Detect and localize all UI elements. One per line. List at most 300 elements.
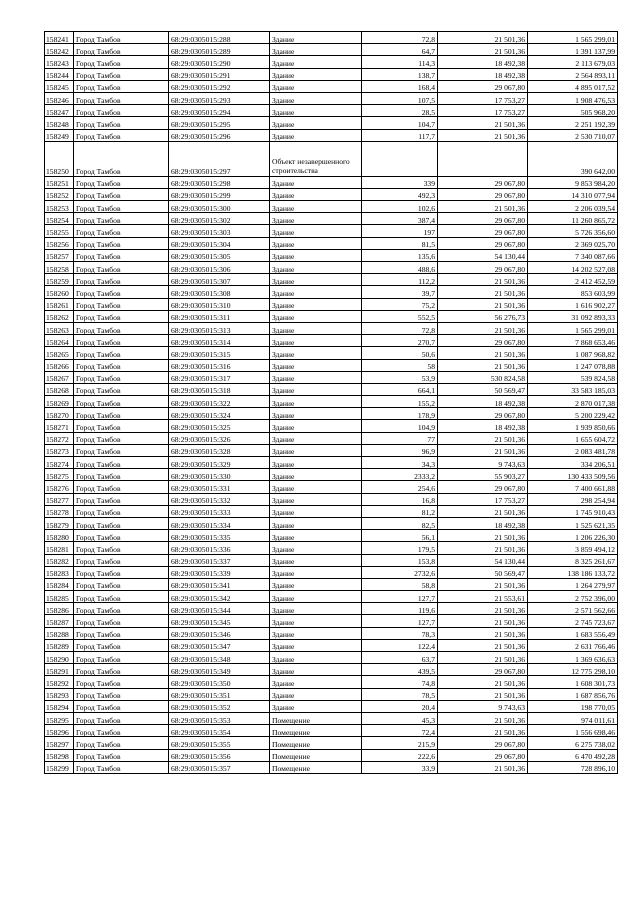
cadastral-number-cell: 68:29:0305015:345 xyxy=(169,615,270,627)
unit-value-cell: 18 492,38 xyxy=(438,56,528,68)
cadastral-value-cell: 2 631 766,46 xyxy=(528,639,618,651)
unit-value-cell: 21 501,36 xyxy=(438,322,528,334)
unit-value-cell: 18 492,38 xyxy=(438,68,528,80)
cadastral-number-cell: 68:29:0305015:322 xyxy=(169,396,270,408)
cadastral-value-cell: 1 525 621,35 xyxy=(528,517,618,529)
record-number-cell: 158281 xyxy=(45,542,74,554)
table-row xyxy=(45,420,618,432)
locality-cell: Город Тамбов xyxy=(74,627,169,639)
area-cell: 492,3 xyxy=(362,188,438,200)
unit-value-cell: 21 553,61 xyxy=(438,591,528,603)
table-row xyxy=(45,432,618,444)
unit-value-cell: 9 743,63 xyxy=(438,700,528,712)
table-row xyxy=(45,408,618,420)
cadastral-value-cell: 33 583 185,03 xyxy=(528,383,618,395)
unit-value-cell: 29 067,80 xyxy=(438,481,528,493)
object-type-cell: Здание xyxy=(270,517,362,529)
area-cell: 168,4 xyxy=(362,80,438,92)
area-cell: 122,4 xyxy=(362,639,438,651)
cadastral-value-table xyxy=(44,31,618,774)
record-number-cell: 158266 xyxy=(45,359,74,371)
area-cell: 112,2 xyxy=(362,274,438,286)
cadastral-value-cell: 334 206,51 xyxy=(528,457,618,469)
object-type-cell: Помещение xyxy=(270,737,362,749)
table-row xyxy=(45,566,618,578)
object-type-cell: Здание xyxy=(270,493,362,505)
record-number-cell: 158276 xyxy=(45,481,74,493)
cadastral-value-cell: 1 687 856,76 xyxy=(528,688,618,700)
record-number-cell: 158262 xyxy=(45,310,74,322)
record-number-cell: 158280 xyxy=(45,530,74,542)
locality-cell: Город Тамбов xyxy=(74,578,169,590)
table-row xyxy=(45,262,618,274)
cadastral-number-cell: 68:29:0305015:299 xyxy=(169,188,270,200)
locality-cell: Город Тамбов xyxy=(74,481,169,493)
record-number-cell: 158297 xyxy=(45,737,74,749)
object-type-cell: Здание xyxy=(270,44,362,56)
record-number-cell: 158273 xyxy=(45,444,74,456)
object-type-cell: Здание xyxy=(270,188,362,200)
unit-value-cell: 17 753,27 xyxy=(438,92,528,104)
cadastral-value-cell: 539 824,58 xyxy=(528,371,618,383)
area-cell: 63,7 xyxy=(362,652,438,664)
object-type-cell: Здание xyxy=(270,105,362,117)
area-cell: 102,6 xyxy=(362,201,438,213)
cadastral-number-cell: 68:29:0305015:344 xyxy=(169,603,270,615)
locality-cell: Город Тамбов xyxy=(74,591,169,603)
object-type-cell: Здание xyxy=(270,481,362,493)
cadastral-number-cell: 68:29:0305015:314 xyxy=(169,335,270,347)
cadastral-number-cell: 68:29:0305015:308 xyxy=(169,286,270,298)
table-row xyxy=(45,481,618,493)
area-cell: 107,5 xyxy=(362,92,438,104)
table-row xyxy=(45,542,618,554)
cadastral-number-cell: 68:29:0305015:346 xyxy=(169,627,270,639)
record-number-cell: 158241 xyxy=(45,32,74,44)
unit-value-cell: 29 067,80 xyxy=(438,408,528,420)
cadastral-value-cell: 4 895 017,52 xyxy=(528,80,618,92)
unit-value-cell: 21 501,36 xyxy=(438,725,528,737)
area-cell: 488,6 xyxy=(362,262,438,274)
area-cell: 552,5 xyxy=(362,310,438,322)
cadastral-value-cell: 2 251 192,39 xyxy=(528,117,618,129)
locality-cell: Город Тамбов xyxy=(74,700,169,712)
locality-cell: Город Тамбов xyxy=(74,105,169,117)
cadastral-number-cell: 68:29:0305015:293 xyxy=(169,92,270,104)
object-type-cell: Здание xyxy=(270,676,362,688)
cadastral-number-cell: 68:29:0305015:313 xyxy=(169,322,270,334)
object-type-cell: Здание xyxy=(270,542,362,554)
area-cell: 127,7 xyxy=(362,591,438,603)
object-type-cell: Здание xyxy=(270,32,362,44)
locality-cell: Город Тамбов xyxy=(74,457,169,469)
object-type-cell: Здание xyxy=(270,371,362,383)
record-number-cell: 158292 xyxy=(45,676,74,688)
unit-value-cell: 21 501,36 xyxy=(438,432,528,444)
table-row xyxy=(45,201,618,213)
object-type-cell: Здание xyxy=(270,639,362,651)
cadastral-value-cell: 1 616 902,27 xyxy=(528,298,618,310)
object-type-cell: Здание xyxy=(270,68,362,80)
record-number-cell: 158253 xyxy=(45,201,74,213)
area-cell: 339 xyxy=(362,176,438,188)
area-cell: 33,9 xyxy=(362,761,438,773)
record-number-cell: 158277 xyxy=(45,493,74,505)
cadastral-number-cell: 68:29:0305015:289 xyxy=(169,44,270,56)
locality-cell: Город Тамбов xyxy=(74,298,169,310)
cadastral-number-cell: 68:29:0305015:328 xyxy=(169,444,270,456)
object-type-cell: Здание xyxy=(270,262,362,274)
locality-cell: Город Тамбов xyxy=(74,469,169,481)
unit-value-cell: 29 067,80 xyxy=(438,335,528,347)
area-cell: 78,5 xyxy=(362,688,438,700)
cadastral-number-cell: 68:29:0305015:316 xyxy=(169,359,270,371)
record-number-cell: 158255 xyxy=(45,225,74,237)
cadastral-value-cell: 130 433 509,56 xyxy=(528,469,618,481)
area-cell: 34,3 xyxy=(362,457,438,469)
record-number-cell: 158254 xyxy=(45,213,74,225)
locality-cell: Город Тамбов xyxy=(74,383,169,395)
cadastral-value-cell: 1 087 968,82 xyxy=(528,347,618,359)
cadastral-value-cell: 1 908 476,53 xyxy=(528,92,618,104)
table-row xyxy=(45,444,618,456)
record-number-cell: 158274 xyxy=(45,457,74,469)
object-type-cell: Здание xyxy=(270,652,362,664)
cadastral-value-cell: 2 369 025,70 xyxy=(528,237,618,249)
cadastral-value-cell: 1 556 698,46 xyxy=(528,725,618,737)
table-row xyxy=(45,615,618,627)
unit-value-cell: 21 501,36 xyxy=(438,603,528,615)
locality-cell: Город Тамбов xyxy=(74,92,169,104)
cadastral-value-cell: 298 254,94 xyxy=(528,493,618,505)
record-number-cell: 158294 xyxy=(45,700,74,712)
table-row xyxy=(45,213,618,225)
table-row xyxy=(45,237,618,249)
area-cell: 178,9 xyxy=(362,408,438,420)
cadastral-value-cell: 2 571 562,66 xyxy=(528,603,618,615)
cadastral-number-cell: 68:29:0305015:342 xyxy=(169,591,270,603)
area-cell: 104,9 xyxy=(362,420,438,432)
locality-cell: Город Тамбов xyxy=(74,286,169,298)
table-row xyxy=(45,603,618,615)
area-cell: 664,1 xyxy=(362,383,438,395)
cadastral-value-cell: 198 770,05 xyxy=(528,700,618,712)
record-number-cell: 158260 xyxy=(45,286,74,298)
table-row xyxy=(45,517,618,529)
cadastral-number-cell: 68:29:0305015:329 xyxy=(169,457,270,469)
cadastral-value-cell: 3 859 494,12 xyxy=(528,542,618,554)
cadastral-value-cell: 1 565 299,01 xyxy=(528,322,618,334)
locality-cell: Город Тамбов xyxy=(74,68,169,80)
cadastral-number-cell: 68:29:0305015:347 xyxy=(169,639,270,651)
cadastral-value-cell: 8 325 261,67 xyxy=(528,554,618,566)
area-cell: 104,7 xyxy=(362,117,438,129)
record-number-cell: 158298 xyxy=(45,749,74,761)
unit-value-cell: 21 501,36 xyxy=(438,298,528,310)
cadastral-value-cell: 2 206 039,54 xyxy=(528,201,618,213)
area-cell: 72,8 xyxy=(362,32,438,44)
table-row xyxy=(45,639,618,651)
unit-value-cell: 54 130,44 xyxy=(438,554,528,566)
cadastral-number-cell: 68:29:0305015:335 xyxy=(169,530,270,542)
table-row xyxy=(45,105,618,117)
table-row xyxy=(45,469,618,481)
table-row xyxy=(45,335,618,347)
table-row xyxy=(45,44,618,56)
area-cell: 119,6 xyxy=(362,603,438,615)
table-row xyxy=(45,505,618,517)
object-type-cell: Здание xyxy=(270,578,362,590)
area-cell: 155,2 xyxy=(362,396,438,408)
unit-value-cell: 21 501,36 xyxy=(438,712,528,724)
locality-cell: Город Тамбов xyxy=(74,201,169,213)
record-number-cell: 158259 xyxy=(45,274,74,286)
cadastral-value-cell: 1 655 604,72 xyxy=(528,432,618,444)
locality-cell: Город Тамбов xyxy=(74,80,169,92)
area-cell: 153,8 xyxy=(362,554,438,566)
object-type-cell: Здание xyxy=(270,530,362,542)
table-row xyxy=(45,68,618,80)
cadastral-value-cell: 1 939 850,66 xyxy=(528,420,618,432)
area-cell: 81,2 xyxy=(362,505,438,517)
area-cell: 81,5 xyxy=(362,237,438,249)
cadastral-value-cell: 1 206 226,30 xyxy=(528,530,618,542)
object-type-cell: Здание xyxy=(270,444,362,456)
object-type-cell: Помещение xyxy=(270,749,362,761)
unit-value-cell: 21 501,36 xyxy=(438,286,528,298)
object-type-cell: Здание xyxy=(270,359,362,371)
area-cell: 58,8 xyxy=(362,578,438,590)
locality-cell: Город Тамбов xyxy=(74,225,169,237)
record-number-cell: 158270 xyxy=(45,408,74,420)
unit-value-cell: 18 492,38 xyxy=(438,517,528,529)
unit-value-cell: 55 903,27 xyxy=(438,469,528,481)
record-number-cell: 158268 xyxy=(45,383,74,395)
cadastral-number-cell: 68:29:0305015:324 xyxy=(169,408,270,420)
record-number-cell: 158290 xyxy=(45,652,74,664)
unit-value-cell: 21 501,36 xyxy=(438,444,528,456)
cadastral-value-cell: 7 400 661,88 xyxy=(528,481,618,493)
record-number-cell: 158264 xyxy=(45,335,74,347)
record-number-cell: 158243 xyxy=(45,56,74,68)
unit-value-cell: 29 067,80 xyxy=(438,262,528,274)
cadastral-value-cell: 728 896,10 xyxy=(528,761,618,773)
locality-cell: Город Тамбов xyxy=(74,262,169,274)
unit-value-cell: 21 501,36 xyxy=(438,274,528,286)
locality-cell: Город Тамбов xyxy=(74,420,169,432)
cadastral-number-cell: 68:29:0305015:290 xyxy=(169,56,270,68)
area-cell: 78,3 xyxy=(362,627,438,639)
locality-cell: Город Тамбов xyxy=(74,213,169,225)
locality-cell: Город Тамбов xyxy=(74,444,169,456)
unit-value-cell: 50 569,47 xyxy=(438,383,528,395)
cadastral-value-cell: 14 202 527,08 xyxy=(528,262,618,274)
area-cell: 2333,2 xyxy=(362,469,438,481)
unit-value-cell: 29 067,80 xyxy=(438,176,528,188)
area-cell: 197 xyxy=(362,225,438,237)
unit-value-cell: 21 501,36 xyxy=(438,44,528,56)
locality-cell: Город Тамбов xyxy=(74,737,169,749)
cadastral-value-cell: 1 247 078,88 xyxy=(528,359,618,371)
unit-value-cell: 29 067,80 xyxy=(438,237,528,249)
unit-value-cell: 21 501,36 xyxy=(438,505,528,517)
object-type-cell: Помещение xyxy=(270,725,362,737)
cadastral-value-cell: 1 369 636,63 xyxy=(528,652,618,664)
record-number-cell: 158269 xyxy=(45,396,74,408)
area-cell: 127,7 xyxy=(362,615,438,627)
area-cell: 439,5 xyxy=(362,664,438,676)
cadastral-value-cell: 5 726 356,60 xyxy=(528,225,618,237)
cadastral-number-cell: 68:29:0305015:339 xyxy=(169,566,270,578)
locality-cell: Город Тамбов xyxy=(74,188,169,200)
record-number-cell: 158245 xyxy=(45,80,74,92)
cadastral-number-cell: 68:29:0305015:302 xyxy=(169,213,270,225)
cadastral-number-cell: 68:29:0305015:307 xyxy=(169,274,270,286)
object-type-cell: Здание xyxy=(270,225,362,237)
unit-value-cell: 21 501,36 xyxy=(438,676,528,688)
table-row xyxy=(45,554,618,566)
record-number-cell: 158247 xyxy=(45,105,74,117)
locality-cell: Город Тамбов xyxy=(74,32,169,44)
table-row xyxy=(45,664,618,676)
cadastral-number-cell: 68:29:0305015:292 xyxy=(169,80,270,92)
area-cell: 72,8 xyxy=(362,322,438,334)
cadastral-value-cell: 2 412 452,59 xyxy=(528,274,618,286)
record-number-cell: 158246 xyxy=(45,92,74,104)
locality-cell: Город Тамбов xyxy=(74,688,169,700)
record-number-cell: 158252 xyxy=(45,188,74,200)
cadastral-number-cell: 68:29:0305015:326 xyxy=(169,432,270,444)
record-number-cell: 158257 xyxy=(45,249,74,261)
area-cell: 64,7 xyxy=(362,44,438,56)
table-row xyxy=(45,298,618,310)
cadastral-number-cell: 68:29:0305015:297 xyxy=(169,141,270,176)
area-cell: 50,6 xyxy=(362,347,438,359)
table-row xyxy=(45,176,618,188)
object-type-cell: Здание xyxy=(270,396,362,408)
unit-value-cell: 21 501,36 xyxy=(438,359,528,371)
unit-value-cell: 21 501,36 xyxy=(438,117,528,129)
locality-cell: Город Тамбов xyxy=(74,347,169,359)
object-type-cell: Здание xyxy=(270,117,362,129)
area-cell: 75,2 xyxy=(362,298,438,310)
object-type-cell: Здание xyxy=(270,383,362,395)
record-number-cell: 158275 xyxy=(45,469,74,481)
table-row xyxy=(45,274,618,286)
cadastral-value-cell: 1 565 299,01 xyxy=(528,32,618,44)
cadastral-number-cell: 68:29:0305015:350 xyxy=(169,676,270,688)
locality-cell: Город Тамбов xyxy=(74,566,169,578)
record-number-cell: 158278 xyxy=(45,505,74,517)
locality-cell: Город Тамбов xyxy=(74,749,169,761)
unit-value-cell: 21 501,36 xyxy=(438,652,528,664)
locality-cell: Город Тамбов xyxy=(74,432,169,444)
locality-cell: Город Тамбов xyxy=(74,493,169,505)
table-row xyxy=(45,249,618,261)
locality-cell: Город Тамбов xyxy=(74,639,169,651)
object-type-cell: Помещение xyxy=(270,761,362,773)
table-row xyxy=(45,188,618,200)
cadastral-number-cell: 68:29:0305015:355 xyxy=(169,737,270,749)
unit-value-cell: 530 824,58 xyxy=(438,371,528,383)
cadastral-value-cell: 6 470 492,28 xyxy=(528,749,618,761)
cadastral-value-cell: 7 340 087,66 xyxy=(528,249,618,261)
cadastral-number-cell: 68:29:0305015:334 xyxy=(169,517,270,529)
table-row xyxy=(45,371,618,383)
object-type-cell: Здание xyxy=(270,176,362,188)
locality-cell: Город Тамбов xyxy=(74,359,169,371)
table-row xyxy=(45,286,618,298)
cadastral-value-cell: 974 011,61 xyxy=(528,712,618,724)
unit-value-cell: 29 067,80 xyxy=(438,664,528,676)
table-row xyxy=(45,225,618,237)
cadastral-value-cell: 1 264 279,97 xyxy=(528,578,618,590)
cadastral-value-cell: 5 200 229,42 xyxy=(528,408,618,420)
table-row xyxy=(45,80,618,92)
cadastral-number-cell: 68:29:0305015:331 xyxy=(169,481,270,493)
record-number-cell: 158299 xyxy=(45,761,74,773)
table-row xyxy=(45,141,618,176)
table-row xyxy=(45,383,618,395)
object-type-cell: Здание xyxy=(270,56,362,68)
table-row xyxy=(45,117,618,129)
area-cell: 58 xyxy=(362,359,438,371)
unit-value-cell: 50 569,47 xyxy=(438,566,528,578)
table-row xyxy=(45,700,618,712)
cadastral-value-cell: 2 083 481,78 xyxy=(528,444,618,456)
table-row xyxy=(45,457,618,469)
table-row xyxy=(45,591,618,603)
locality-cell: Город Тамбов xyxy=(74,725,169,737)
area-cell: 96,9 xyxy=(362,444,438,456)
cadastral-value-cell: 2 564 893,11 xyxy=(528,68,618,80)
object-type-cell: Здание xyxy=(270,432,362,444)
object-type-cell: Здание xyxy=(270,347,362,359)
locality-cell: Город Тамбов xyxy=(74,335,169,347)
cadastral-number-cell: 68:29:0305015:336 xyxy=(169,542,270,554)
table-row xyxy=(45,322,618,334)
table-row xyxy=(45,737,618,749)
record-number-cell: 158286 xyxy=(45,603,74,615)
object-type-cell: Здание xyxy=(270,92,362,104)
object-type-cell: Здание xyxy=(270,566,362,578)
cadastral-value-cell: 853 603,99 xyxy=(528,286,618,298)
table-row xyxy=(45,725,618,737)
record-number-cell: 158244 xyxy=(45,68,74,80)
cadastral-value-cell: 390 642,00 xyxy=(528,141,618,176)
object-type-cell: Здание xyxy=(270,408,362,420)
cadastral-number-cell: 68:29:0305015:298 xyxy=(169,176,270,188)
record-number-cell: 158284 xyxy=(45,578,74,590)
unit-value-cell: 21 501,36 xyxy=(438,578,528,590)
table-row xyxy=(45,688,618,700)
cadastral-number-cell: 68:29:0305015:303 xyxy=(169,225,270,237)
unit-value-cell: 21 501,36 xyxy=(438,530,528,542)
cadastral-number-cell: 68:29:0305015:337 xyxy=(169,554,270,566)
object-type-cell: Здание xyxy=(270,274,362,286)
cadastral-number-cell: 68:29:0305015:349 xyxy=(169,664,270,676)
object-type-cell: Объект незавершенного строительства xyxy=(270,141,362,176)
unit-value-cell: 21 501,36 xyxy=(438,201,528,213)
table-row xyxy=(45,627,618,639)
record-number-cell: 158282 xyxy=(45,554,74,566)
unit-value-cell: 29 067,80 xyxy=(438,749,528,761)
area-cell: 20,4 xyxy=(362,700,438,712)
unit-value-cell xyxy=(438,141,528,176)
locality-cell: Город Тамбов xyxy=(74,396,169,408)
table-row xyxy=(45,530,618,542)
unit-value-cell: 21 501,36 xyxy=(438,761,528,773)
